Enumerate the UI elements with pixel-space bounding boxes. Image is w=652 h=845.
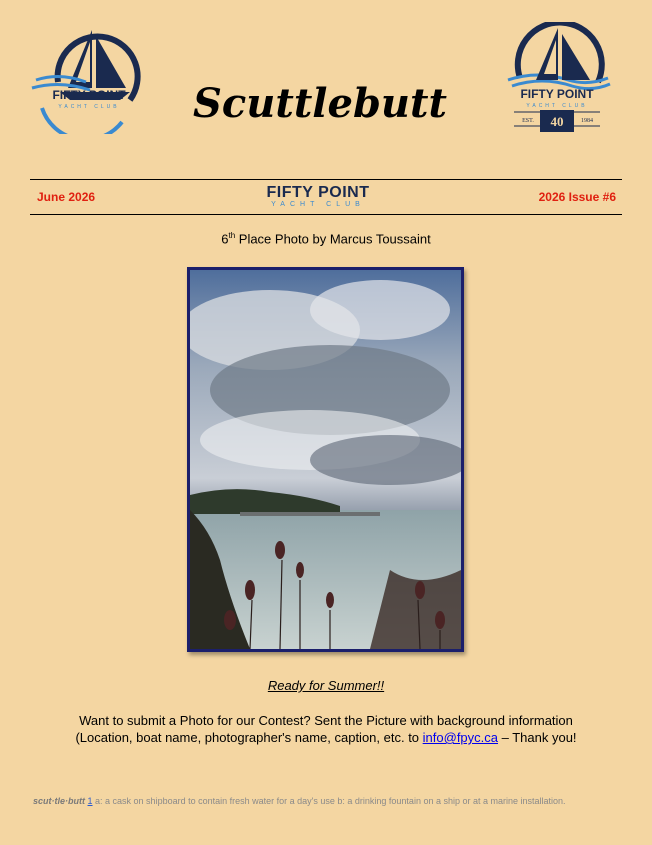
anniversary-logo-icon — [498, 22, 616, 137]
lakeshore-photo-image — [190, 270, 461, 649]
divider-bottom — [30, 214, 622, 215]
svg-text:FIFTY POINT: FIFTY POINT — [520, 87, 594, 101]
issue-number: 2026 Issue #6 — [538, 190, 616, 204]
photo-caption: Ready for Summer!! — [267, 678, 385, 693]
divider-top — [30, 179, 622, 180]
submission-note — [60, 712, 592, 746]
sailboat-icon — [30, 22, 148, 134]
svg-text:FIFTY POINT: FIFTY POINT — [52, 88, 126, 102]
svg-text:1984: 1984 — [581, 118, 593, 124]
definition-term: scut·tle·butt — [33, 796, 85, 806]
definition-text: a: a cask on shipboard to contain fresh water for a day's use b: a drinking fountain on a ship or at a marine installation. — [92, 796, 566, 806]
photo-credit — [0, 231, 652, 246]
place-suffix: th — [228, 231, 236, 240]
sense-number: 1 — [87, 796, 93, 806]
submission-thanks: – Thank you! — [498, 730, 577, 745]
center-wordmark — [250, 184, 386, 209]
svg-text:40: 40 — [550, 114, 564, 129]
club-logo-right — [498, 22, 616, 137]
newsletter-title: Scuttlebutt — [193, 80, 447, 127]
contest-photo — [187, 267, 464, 652]
center-wordmark-name: FIFTY POINT — [266, 184, 370, 201]
center-wordmark-sub: YACHT CLUB — [271, 201, 365, 208]
submission-text: Want to submit a Photo for our Contest? Sent the Picture with background information (Location, boat name, photographer's name, caption, etc. to — [75, 713, 573, 745]
svg-text:YACHT CLUB: YACHT CLUB — [58, 104, 120, 110]
email-link[interactable]: info@fpyc.ca — [422, 730, 498, 745]
svg-text:EST.: EST. — [522, 118, 534, 124]
svg-text:YACHT CLUB: YACHT CLUB — [526, 103, 588, 109]
club-logo-left — [30, 22, 148, 134]
credit-text: Place Photo by Marcus Toussaint — [235, 231, 431, 247]
footer-definition — [33, 796, 633, 806]
issue-date: June 2026 — [37, 190, 96, 204]
place-number: 6 — [221, 231, 229, 247]
